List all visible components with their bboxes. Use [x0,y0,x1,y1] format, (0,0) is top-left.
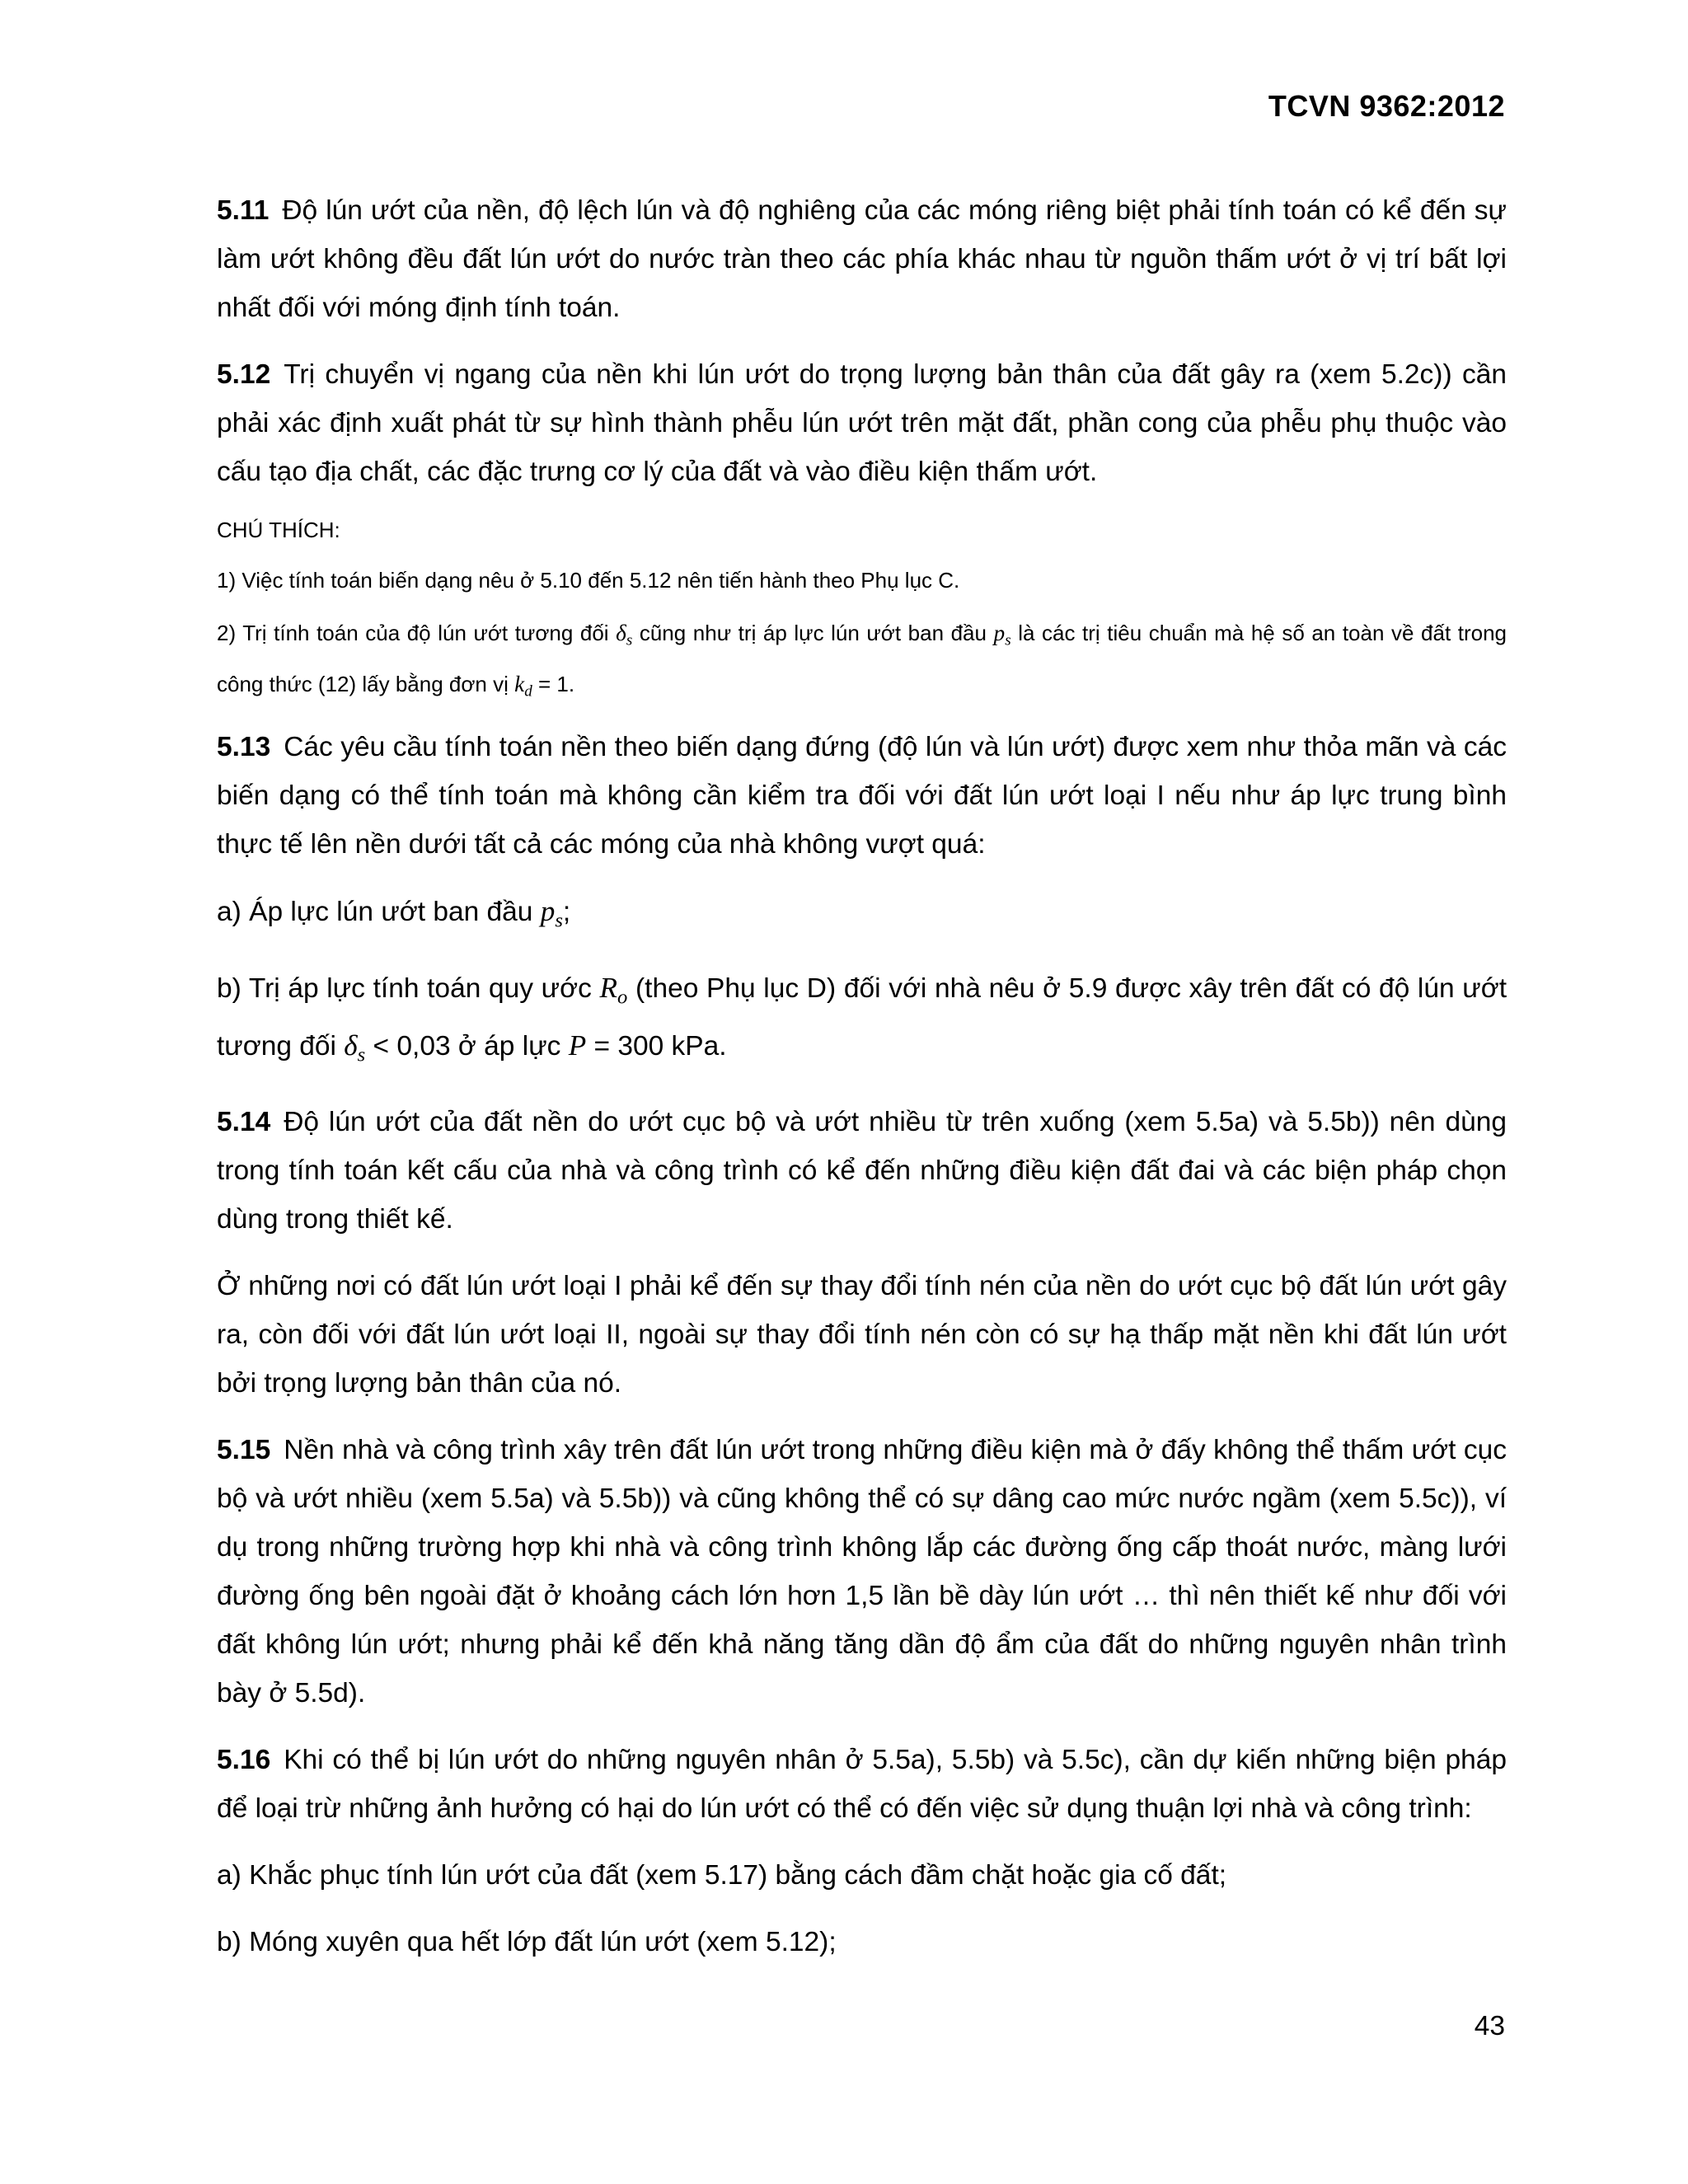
document-body [217,186,1507,1985]
note-2: 2) Trị tính toán của độ lún ướt tương đối $\delta_s$ cũng như trị áp lực lún ướt ban đầu $p_s$ là các trị tiêu chuẩn mà hệ số an toàn về đất trong công thức (12) lấy bằng đơn vị $k_d = 1$. [217,621,1507,701]
section-text: Các yêu cầu tính toán nền theo biến dạng đứng (độ lún và lún ướt) được xem như thỏa mãn và các biến dạng có thể tính toán mà không cần kiểm tra đối với đất lún ướt loại I nếu như áp lực trung bình thực tế lên nền dưới tất cả các móng của nhà không vượt quá: [217,732,1507,860]
section-number: 5.16 [217,1744,271,1775]
document-header-code: TCVN 9362:2012 [1268,89,1505,123]
section-5-14 [217,1098,1507,1244]
note-1: 1) Việc tính toán biến dạng nêu ở 5.10 đến 5.12 nên tiến hành theo Phụ lục C. [217,568,960,593]
symbol-p-s: $p_s$ [993,621,1011,649]
section-5-13-item-a: a) Áp lực lún ướt ban đầu $p_s$; [217,895,571,932]
section-text: Độ lún ướt của đất nền do ướt cục bộ và ướt nhiều từ trên xuống (xem 5.5a) và 5.5b)) nên dùng trong tính toán kết cấu của nhà và công trình có kể đến những điều kiện đất đai và các biện pháp chọn dùng trong thiết kế. [217,1106,1507,1235]
section-5-13 [217,723,1507,869]
symbol-p-s: $p_s$ [540,895,563,932]
section-5-16-item-a: a) Khắc phục tính lún ướt của đất (xem 5.17) bằng cách đầm chặt hoặc gia cố đất; [217,1859,1227,1891]
section-number: 5.11 [217,195,270,226]
section-5-12 [217,350,1507,496]
symbol-delta-s: $\delta_s$ [344,1029,366,1066]
section-5-14-para-2: Ở những nơi có đất lún ướt loại I phải kể đến sự thay đổi tính nén của nền do ướt cục bộ đất lún ướt gây ra, còn đối với đất lún ướt loại II, ngoài sự thay đổi tính nén còn có sự hạ thấp mặt nền khi đất lún ướt bởi trọng lượng bản thân của nó. [217,1270,1507,1399]
section-5-15 [217,1426,1507,1718]
section-5-16 [217,1736,1507,1833]
section-number: 5.12 [217,359,271,390]
section-5-13-item-b: b) Trị áp lực tính toán quy ước $R_o$ (theo Phụ lục D) đối với nhà nêu ở 5.9 được xây trên đất có độ lún ướt tương đối $\delta_s < 0,03$ ở áp lực P = 300 kPa. [217,971,1507,1066]
section-number: 5.13 [217,732,271,763]
symbol-p: P [568,1029,587,1062]
section-number: 5.14 [217,1106,271,1137]
symbol-r-o: $R_o$ [599,971,628,1009]
section-text: Trị chuyển vị ngang của nền khi lún ướt do trọng lượng bản thân của đất gây ra (xem 5.2c)) cần phải xác định xuất phát từ sự hình thành phễu lún ướt trên mặt đất, phần cong của phễu phụ thuộc vào cấu tạo địa chất, các đặc trưng cơ lý của đất và vào điều kiện thấm ướt. [217,359,1507,487]
section-5-16-item-b: b) Móng xuyên qua hết lớp đất lún ướt (xem 5.12); [217,1926,837,1957]
section-text: Nền nhà và công trình xây trên đất lún ướt trong những điều kiện mà ở đấy không thể thấm ướt cục bộ và ướt nhiều (xem 5.5a) và 5.5b)) và cũng không thể có sự dâng cao mức nước ngầm (xem 5.5c)), ví dụ trong những trường hợp khi nhà và công trình không lắp các đường ống cấp thoát nước, màng lưới đường ống bên ngoài đặt ở khoảng cách lớn hơn 1,5 lần bề dày lún ướt … thì nên thiết kế như đối với đất không lún ướt; nhưng phải kể đến khả năng tăng dần độ ẩm của đất do những nguyên nhân trình bày ở 5.5d). [217,1434,1507,1708]
notes-heading: CHÚ THÍCH: [217,518,340,542]
section-text: Khi có thể bị lún ướt do những nguyên nhân ở 5.5a), 5.5b) và 5.5c), cần dự kiến những biện pháp để loại trừ những ảnh hưởng có hại do lún ướt có thể có đến việc sử dụng thuận lợi nhà và công trình: [217,1744,1507,1824]
symbol-delta-s: $\delta_s$ [616,621,633,649]
page-number: 43 [1474,2011,1505,2041]
section-text: Độ lún ướt của nền, độ lệch lún và độ nghiêng của các móng riêng biệt phải tính toán có kể đến sự làm ướt không đều đất lún ướt do nước tràn theo các phía khác nhau từ nguồn thấm ướt ở vị trí bất lợi nhất đối với móng định tính toán. [217,195,1507,323]
section-5-11 [217,186,1507,332]
section-number: 5.15 [217,1434,271,1465]
symbol-k-d: $k_d$ [514,671,532,701]
